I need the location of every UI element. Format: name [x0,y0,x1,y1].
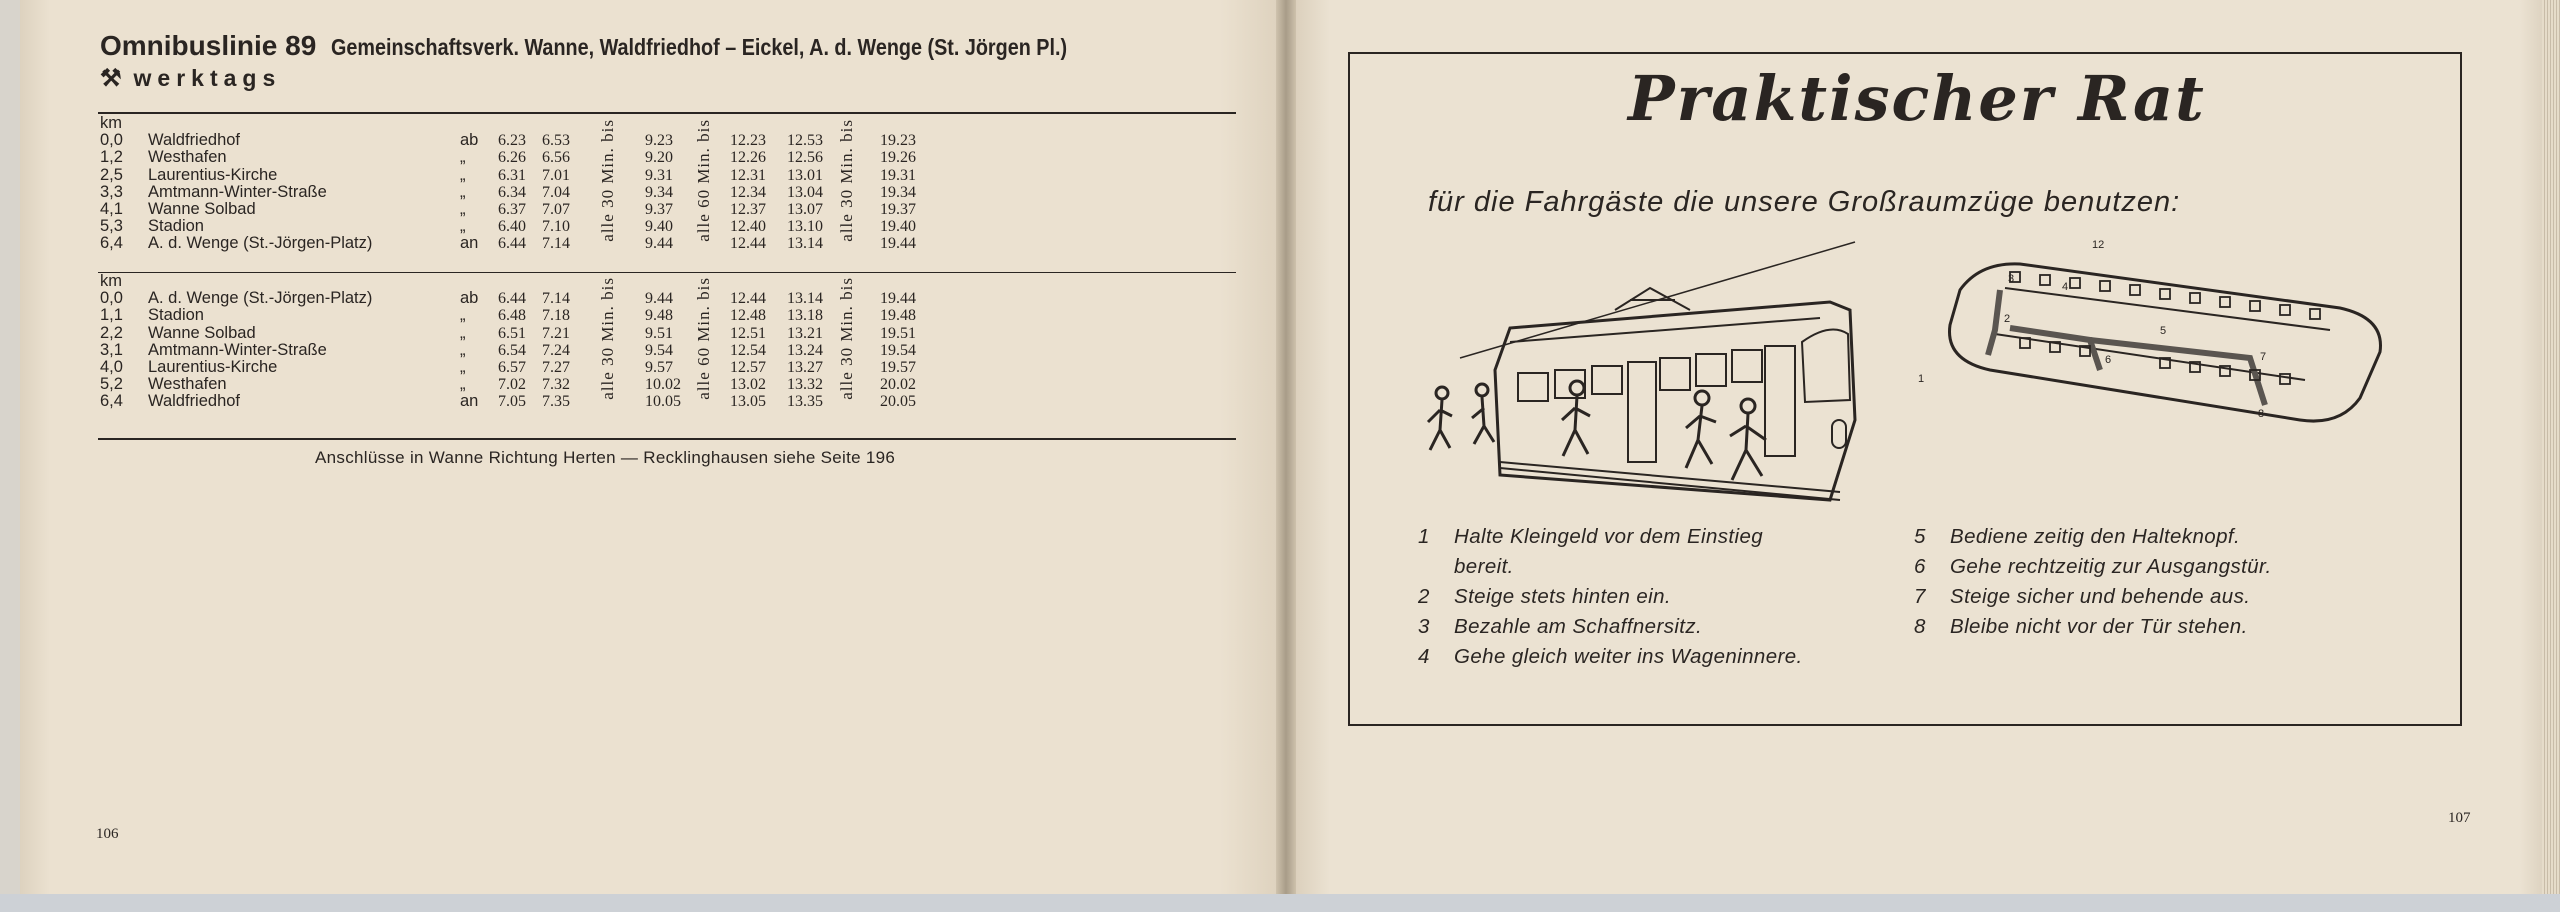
departure-time: 12.51 [730,324,766,342]
departure-time: 7.32 [542,376,570,394]
arrival-departure-mark: ab [460,289,479,308]
timetable-inbound [100,273,960,429]
arrival-departure-mark: ab [460,131,479,150]
pantograph [1615,288,1690,310]
departure-time: 12.54 [730,341,766,359]
tram-window [1592,366,1622,394]
page-number-right: 107 [2448,810,2471,826]
departure-time: 7.10 [542,218,570,236]
departure-time: 7.27 [542,359,570,376]
tram-window [1518,373,1548,401]
connection-note: Anschlüsse in Wanne Richtung Herten — Recklinghausen siehe Seite 196 [315,448,896,467]
arrival-departure-mark: „ [460,340,466,359]
stop-name: Amtmann-Winter-Straße [148,340,327,359]
departure-time: 13.18 [787,307,823,325]
departure-time: 10.05 [645,393,681,411]
departure-time: 9.48 [645,307,673,325]
diagram-label: 5 [2160,325,2167,337]
diagram-label: 1 [1918,373,1925,385]
tip-text: Bezahle am Schaffnersitz. [1454,615,1703,638]
tram-headlight [1832,420,1846,448]
tip-item [1418,582,1803,612]
stop-name: Wanne Solbad [148,323,256,342]
timetable-outbound [100,115,960,271]
tip-item [1418,522,1803,552]
page-edges [2542,0,2560,912]
departure-time: 13.04 [787,183,823,201]
tip-item [1914,522,2272,552]
scan-background [0,894,2560,912]
departure-time: 20.05 [880,393,916,411]
departure-time: 19.57 [880,359,916,376]
departure-time: 9.23 [645,132,673,150]
tram-window [1660,358,1690,390]
departure-time: 19.48 [880,307,916,325]
tram-door [1628,362,1656,462]
header-rule [98,112,1236,114]
departure-time: 9.40 [645,218,673,236]
arrival-departure-mark: „ [460,323,466,342]
arrival-departure-mark: „ [460,375,466,394]
km-value: 0,0 [100,289,123,308]
tip-number: 8 [1914,615,1926,638]
tip-number: 4 [1418,645,1430,668]
departure-time: 6.34 [498,183,526,201]
departure-time: 7.01 [542,166,570,184]
tip-number: 3 [1418,615,1430,638]
departure-time: 6.44 [498,235,526,253]
tram-window [1732,350,1762,382]
tip-item [1914,612,2272,642]
departure-time: 13.07 [787,201,823,218]
arrival-departure-mark: an [460,234,479,253]
departure-time: 7.21 [542,324,570,342]
km-value: 3,3 [100,182,123,201]
departure-time: 12.23 [730,132,766,150]
km-header: km [100,114,122,132]
tip-item [1914,582,2272,612]
diagram-label: 4 [2062,281,2069,293]
bottom-rule [98,438,1236,440]
arrival-departure-mark: „ [460,306,466,325]
km-value: 1,1 [100,306,123,325]
departure-time: 9.20 [645,149,673,167]
arrival-departure-mark: „ [460,217,466,236]
km-value: 4,0 [100,358,123,376]
stop-name: Waldfriedhof [148,392,241,411]
departure-time: 19.31 [880,166,916,184]
departure-time: 6.37 [498,201,526,218]
tip-text: Gehe gleich weiter ins Wageninnere. [1454,645,1803,668]
stop-name: A. d. Wenge (St.-Jörgen-Platz) [148,289,373,308]
departure-time: 6.54 [498,341,526,359]
departure-time: 13.05 [730,393,766,411]
day-label: werktags [133,65,282,91]
departure-time: 6.56 [542,149,570,167]
departure-time: 7.07 [542,201,570,218]
stop-name: Laurentius-Kirche [148,358,278,376]
stop-name: Wanne Solbad [148,200,256,218]
stop-name: Stadion [148,306,204,325]
departure-time: 13.10 [787,218,823,236]
stop-name: Stadion [148,217,204,236]
departure-time: 13.14 [787,235,823,253]
departure-time: 19.54 [880,341,916,359]
departure-time: 6.44 [498,290,526,308]
km-value: 6,4 [100,234,123,253]
tip-continuation: bereit. [1454,555,1514,578]
page-number-left: 106 [96,826,119,842]
departure-time: 6.26 [498,149,526,167]
km-value: 2,5 [100,165,123,184]
stop-name: Westhafen [148,148,227,167]
departure-time: 9.34 [645,183,673,201]
departure-time: 13.14 [787,290,823,308]
timetable-title-row [100,30,1187,62]
tip-text: Steige sicher und behende aus. [1950,585,2251,608]
arrival-departure-mark: „ [460,182,466,201]
departure-time: 19.40 [880,218,916,236]
tips-right-column [1914,522,2272,642]
departure-time: 12.56 [787,149,823,167]
diagram-label: 6 [2105,354,2112,366]
departure-time: 7.05 [498,393,526,411]
interval-note-60: alle 60 Min. bis [694,119,713,242]
departure-time: 7.14 [542,235,570,253]
km-header: km [100,272,122,290]
km-value: 5,3 [100,217,123,236]
departure-time: 12.48 [730,307,766,325]
tip-number: 5 [1914,525,1926,548]
tip-item [1914,552,2272,582]
departure-time: 6.48 [498,307,526,325]
arrival-departure-mark: „ [460,358,466,376]
departure-time: 6.53 [542,132,570,150]
tip-text: Steige stets hinten ein. [1454,585,1672,608]
tram-door [1765,346,1795,456]
interval-note-30: alle 30 Min. bis [837,277,856,400]
departure-time: 9.51 [645,324,673,342]
diagram-label: 7 [2260,351,2267,363]
interval-note-60: alle 60 Min. bis [694,277,713,400]
route-subtitle: Gemeinschaftsverk. Wanne, Waldfriedhof – Eickel, A. d. Wenge (St. Jörgen Pl.) [330,34,1067,60]
tip-text: Halte Kleingeld vor dem Einstieg [1454,525,1764,548]
km-value: 1,2 [100,148,123,167]
tip-number: 6 [1914,555,1926,578]
route-title: Omnibuslinie 89 [100,30,317,61]
tram-number: 12 [2092,239,2105,251]
departure-time: 9.57 [645,359,673,376]
tip-text: Gehe rechtzeitig zur Ausgangstür. [1950,555,2272,578]
departure-time: 13.32 [787,376,823,394]
departure-time: 19.34 [880,183,916,201]
tram-illustration [1400,230,2400,520]
passenger-figures [1428,381,1766,480]
departure-time: 7.14 [542,290,570,308]
departure-time: 12.57 [730,359,766,376]
crossed-hammers-icon: ⚒ [100,65,122,92]
tip-text: Bleibe nicht vor der Tür stehen. [1950,615,2248,638]
departure-time: 9.37 [645,201,673,218]
km-value: 0,0 [100,131,123,150]
stop-name: Laurentius-Kirche [148,165,278,184]
departure-time: 6.40 [498,218,526,236]
km-value: 2,2 [100,323,123,342]
departure-time: 12.44 [730,290,766,308]
diagram-label: 3 [2008,273,2015,285]
departure-time: 19.26 [880,149,916,167]
departure-time: 12.34 [730,183,766,201]
tip-number: 7 [1914,585,1926,608]
stop-name: Waldfriedhof [148,131,241,150]
arrival-departure-mark: „ [460,165,466,184]
departure-time: 10.02 [645,376,681,394]
tip-number: 1 [1418,525,1430,548]
departure-time: 13.35 [787,393,823,411]
km-value: 6,4 [100,392,123,411]
book-gutter [1276,0,1296,900]
departure-time: 13.24 [787,341,823,359]
day-type-row [100,64,281,93]
km-value: 4,1 [100,200,123,218]
tip-item [1418,642,1803,672]
departure-time: 6.57 [498,359,526,376]
departure-time: 7.04 [542,183,570,201]
tip-number: 2 [1418,585,1430,608]
departure-time: 12.53 [787,132,823,150]
advice-subtitle: für die Fahrgäste die unsere Großraumzüge benutzen: [1428,186,2181,218]
km-value: 5,2 [100,375,123,394]
departure-time: 9.31 [645,166,673,184]
diagram-label: 8 [2258,408,2265,420]
diagram-label: 2 [2004,313,2011,325]
departure-time: 12.26 [730,149,766,167]
arrival-departure-mark: „ [460,200,466,218]
departure-time: 13.21 [787,324,823,342]
departure-time: 12.31 [730,166,766,184]
departure-time: 6.31 [498,166,526,184]
stop-name: A. d. Wenge (St.-Jörgen-Platz) [148,234,373,253]
departure-time: 12.37 [730,201,766,218]
tip-text: Bediene zeitig den Halteknopf. [1950,525,2241,548]
arrival-departure-mark: an [460,392,479,411]
arrival-departure-mark: „ [460,148,466,167]
departure-time: 7.35 [542,393,570,411]
advice-title: Praktischer Rat [1628,62,2206,135]
interval-note-30: alle 30 Min. bis [837,119,856,242]
departure-time: 6.23 [498,132,526,150]
departure-time: 20.02 [880,376,916,394]
departure-time: 7.24 [542,341,570,359]
departure-time: 6.51 [498,324,526,342]
tram-window [1696,354,1726,386]
departure-time: 19.51 [880,324,916,342]
departure-time: 12.40 [730,218,766,236]
departure-time: 19.23 [880,132,916,150]
departure-time: 19.44 [880,235,916,253]
departure-time: 12.44 [730,235,766,253]
departure-time: 19.37 [880,201,916,218]
stop-name: Amtmann-Winter-Straße [148,182,327,201]
interval-note-30: alle 30 Min. bis [598,119,617,242]
departure-time: 7.18 [542,307,570,325]
departure-time: 9.44 [645,290,673,308]
interval-note-30: alle 30 Min. bis [598,277,617,400]
departure-time: 7.02 [498,376,526,394]
tip-item [1418,612,1803,642]
departure-time: 13.27 [787,359,823,376]
km-value: 3,1 [100,340,123,359]
tips-left-column [1418,522,1803,672]
departure-time: 9.44 [645,235,673,253]
departure-time: 9.54 [645,341,673,359]
stop-name: Westhafen [148,375,227,394]
departure-time: 13.02 [730,376,766,394]
departure-time: 19.44 [880,290,916,308]
tram-plan-view [1950,264,2381,421]
departure-time: 13.01 [787,166,823,184]
tram-windshield [1802,330,1850,403]
